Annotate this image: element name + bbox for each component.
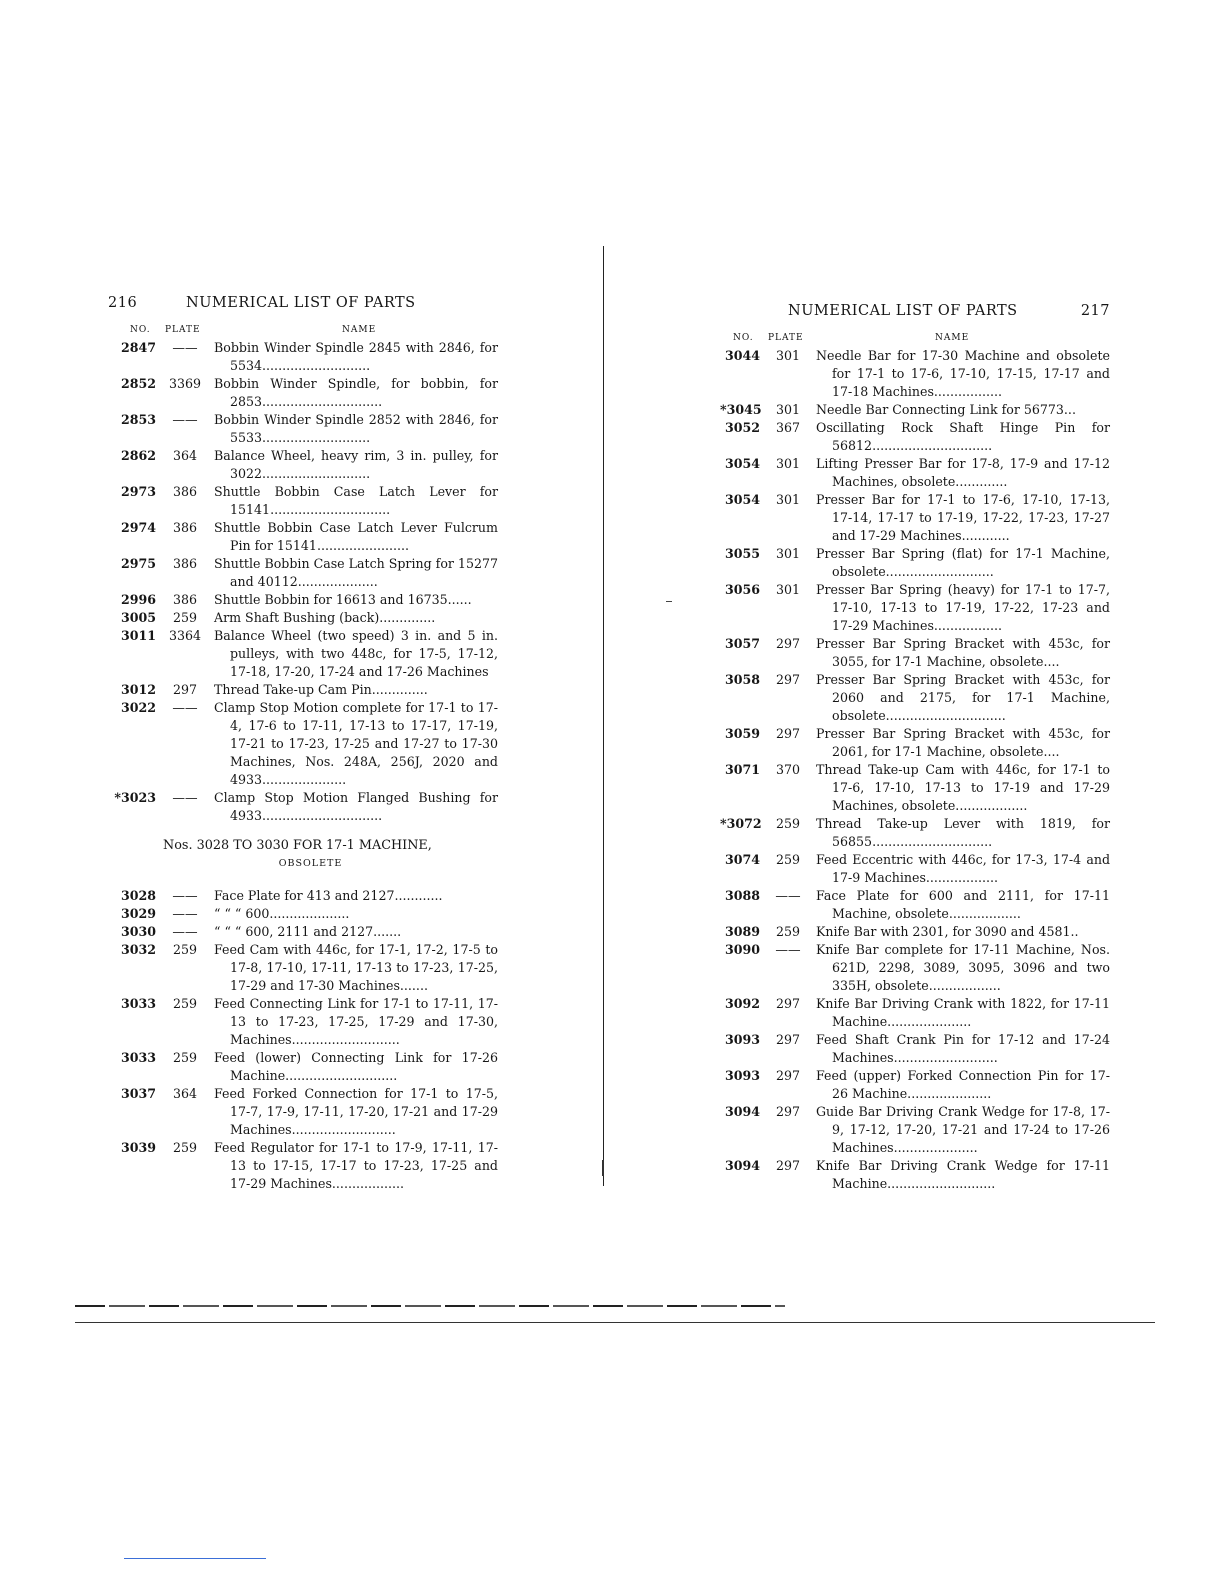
column-headers	[720, 331, 1110, 347]
list-item	[108, 887, 498, 905]
part-name: Knife Bar complete for 17-11 Machine, Nos. 621D, 2298, 3089, 3095, 3096 and two 335H, obsolete..................	[816, 942, 1110, 993]
part-plate: 386	[172, 592, 198, 607]
gutter-mark	[602, 1160, 604, 1176]
part-plate: 259	[172, 942, 198, 957]
part-no: 3094	[724, 1104, 760, 1119]
page-title: NUMERICAL LIST OF PARTS	[186, 295, 416, 311]
part-no: 2862	[120, 448, 156, 463]
part-plate: ——	[172, 412, 198, 427]
part-no: 2974	[120, 520, 156, 535]
part-name: Needle Bar for 17-30 Machine and obsolete for 17-1 to 17-6, 17-10, 17-15, 17-17 and 17-18 Machines.................	[816, 348, 1110, 399]
part-no: 3088	[724, 888, 760, 903]
list-item	[720, 347, 1110, 401]
column-header-name: NAME	[935, 333, 970, 343]
part-no: 3055	[724, 546, 760, 561]
part-name: Feed Eccentric with 446c, for 17-3, 17-4 and 17-9 Machines..................	[816, 852, 1110, 885]
list-item	[108, 555, 498, 591]
list-item	[720, 491, 1110, 545]
section-heading-sub: OBSOLETE	[278, 858, 343, 869]
part-plate: 301	[775, 348, 801, 363]
list-item	[720, 545, 1110, 581]
list-item	[720, 671, 1110, 725]
list-item	[720, 761, 1110, 815]
list-item	[108, 923, 498, 941]
part-name: Bobbin Winder Spindle 2852 with 2846, for 5533...........................	[214, 412, 498, 445]
list-item	[720, 635, 1110, 671]
part-plate: ——	[172, 888, 198, 903]
list-item	[108, 591, 498, 609]
part-no: 3093	[724, 1068, 760, 1083]
bottom-rule	[75, 1322, 1155, 1323]
part-no: 3094	[724, 1158, 760, 1173]
column-header-plate: PLATE	[768, 333, 804, 343]
part-no: 2852	[120, 376, 156, 391]
part-no: 3057	[724, 636, 760, 651]
part-name: Presser Bar Spring Bracket with 453c, for 3055, for 17-1 Machine, obsolete....	[816, 636, 1110, 669]
part-plate: 259	[172, 1140, 198, 1155]
part-plate: 259	[775, 852, 801, 867]
part-no: *3023	[114, 790, 156, 805]
list-item	[108, 609, 498, 627]
section-heading-line: Nos. 3028 TO 3030 FOR 17-1 MACHINE,	[163, 838, 432, 853]
list-item	[720, 455, 1110, 491]
part-name: Face Plate for 600 and 2111, for 17-11 Machine, obsolete..................	[816, 888, 1110, 921]
part-name: Knife Bar Driving Crank Wedge for 17-11 Machine...........................	[816, 1158, 1110, 1191]
part-plate: 367	[775, 420, 801, 435]
part-name: Arm Shaft Bushing (back)..............	[214, 610, 436, 625]
part-name: Guide Bar Driving Crank Wedge for 17-8, 17-9, 17-12, 17-20, 17-21 and 17-24 to 17-26 Machines.....................	[816, 1104, 1110, 1155]
part-name: Feed Cam with 446c, for 17-1, 17-2, 17-5 to 17-8, 17-10, 17-11, 17-13 to 17-23, 17-25, 17-29 and 17-30 Machines.......	[214, 942, 498, 993]
part-no: 3028	[120, 888, 156, 903]
part-plate: 297	[775, 1158, 801, 1173]
part-name: Feed Shaft Crank Pin for 17-12 and 17-24 Machines..........................	[816, 1032, 1110, 1065]
part-plate: 259	[172, 1050, 198, 1065]
part-plate: 301	[775, 492, 801, 507]
part-plate: 259	[172, 610, 198, 625]
page-number: 216	[108, 295, 138, 311]
part-name: Lifting Presser Bar for 17-8, 17-9 and 17-12 Machines, obsolete.............	[816, 456, 1110, 489]
part-name: Feed (upper) Forked Connection Pin for 17-26 Machine.....................	[816, 1068, 1110, 1101]
part-plate: 301	[775, 546, 801, 561]
part-plate: 297	[775, 1104, 801, 1119]
part-no: 3011	[120, 628, 156, 643]
list-item	[108, 995, 498, 1049]
page-title: NUMERICAL LIST OF PARTS	[788, 303, 1018, 319]
part-name: Knife Bar with 2301, for 3090 and 4581..	[816, 924, 1079, 939]
part-name: “ “ “ 600, 2111 and 2127.......	[214, 924, 402, 939]
part-plate: 297	[775, 996, 801, 1011]
part-no: 3029	[120, 906, 156, 921]
list-item	[720, 815, 1110, 851]
list-item	[108, 789, 498, 825]
part-no: 3030	[120, 924, 156, 939]
column-header-no: NO.	[733, 333, 754, 343]
part-plate: 3369	[168, 376, 202, 391]
part-name: Presser Bar Spring (heavy) for 17-1 to 17-7, 17-10, 17-13 to 17-19, 17-22, 17-23 and 17-29 Machines.................	[816, 582, 1110, 633]
part-plate: ——	[775, 888, 801, 903]
part-name: Presser Bar Spring (flat) for 17-1 Machine, obsolete...........................	[816, 546, 1110, 579]
list-item	[108, 627, 498, 681]
list-item	[108, 375, 498, 411]
part-no: 2973	[120, 484, 156, 499]
part-no: 3054	[724, 456, 760, 471]
part-plate: ——	[172, 790, 198, 805]
list-item	[720, 923, 1110, 941]
part-plate: 259	[775, 924, 801, 939]
part-no: 3005	[120, 610, 156, 625]
right-page	[720, 295, 1110, 1193]
part-plate: 301	[775, 456, 801, 471]
part-name: Shuttle Bobbin Case Latch Spring for 15277 and 40112....................	[214, 556, 498, 589]
part-name: Shuttle Bobbin Case Latch Lever for 15141..............................	[214, 484, 498, 517]
part-name: Face Plate for 413 and 2127............	[214, 888, 443, 903]
list-item	[720, 941, 1110, 995]
part-name: Bobbin Winder Spindle 2845 with 2846, for 5534...........................	[214, 340, 498, 373]
column-header-name: NAME	[342, 325, 377, 335]
part-no: 3012	[120, 682, 156, 697]
part-no: 2853	[120, 412, 156, 427]
part-plate: ——	[172, 924, 198, 939]
left-page	[108, 295, 498, 1193]
list-item	[108, 519, 498, 555]
part-name: Bobbin Winder Spindle, for bobbin, for 2853..............................	[214, 376, 498, 409]
part-no: *3072	[720, 816, 762, 831]
list-item	[108, 411, 498, 447]
part-no: 3033	[120, 996, 156, 1011]
margin-mark	[666, 601, 672, 602]
list-item	[720, 1103, 1110, 1157]
list-item	[720, 1031, 1110, 1067]
part-plate: 386	[172, 556, 198, 571]
parts-list	[720, 347, 1110, 1193]
part-plate: 386	[172, 520, 198, 535]
part-plate: 297	[172, 682, 198, 697]
part-no: 3071	[724, 762, 760, 777]
part-no: 3039	[120, 1140, 156, 1155]
column-header-no: NO.	[130, 325, 151, 335]
part-plate: 364	[172, 1086, 198, 1101]
left-running-head	[108, 295, 498, 323]
part-plate: 386	[172, 484, 198, 499]
part-plate: 370	[775, 762, 801, 777]
column-headers	[108, 323, 498, 339]
part-plate: 364	[172, 448, 198, 463]
list-item	[108, 483, 498, 519]
part-name: Balance Wheel (two speed) 3 in. and 5 in. pulleys, with two 448c, for 17-5, 17-12, 17-18, 17-20, 17-24 and 17-26 Machines	[214, 628, 498, 679]
part-name: Balance Wheel, heavy rim, 3 in. pulley, for 3022...........................	[214, 448, 498, 481]
parts-list	[108, 887, 498, 1193]
part-no: 3052	[724, 420, 760, 435]
part-name: Thread Take-up Cam with 446c, for 17-1 to 17-6, 17-10, 17-13 to 17-19 and 17-29 Machines, obsolete..................	[816, 762, 1110, 813]
column-header-plate: PLATE	[165, 325, 201, 335]
part-no: 2975	[120, 556, 156, 571]
part-no: 3037	[120, 1086, 156, 1101]
part-plate: 297	[775, 1032, 801, 1047]
part-name: Feed (lower) Connecting Link for 17-26 Machine............................	[214, 1050, 498, 1083]
part-plate: 301	[775, 582, 801, 597]
part-no: 2996	[120, 592, 156, 607]
part-no: 3074	[724, 852, 760, 867]
part-no: 2847	[120, 340, 156, 355]
part-name: Knife Bar Driving Crank with 1822, for 17-11 Machine.....................	[816, 996, 1110, 1029]
footer-line	[124, 1558, 266, 1559]
part-name: Feed Connecting Link for 17-1 to 17-11, 17-13 to 17-23, 17-25, 17-29 and 17-30, Machines...........................	[214, 996, 498, 1047]
part-no: 3093	[724, 1032, 760, 1047]
part-plate: ——	[172, 340, 198, 355]
part-plate: 297	[775, 636, 801, 651]
page-number: 217	[1080, 303, 1110, 319]
part-name: Thread Take-up Cam Pin..............	[214, 682, 428, 697]
part-no: 3056	[724, 582, 760, 597]
part-plate: 259	[172, 996, 198, 1011]
list-item	[720, 401, 1110, 419]
part-plate: 297	[775, 672, 801, 687]
list-item	[720, 1067, 1110, 1103]
part-name: Oscillating Rock Shaft Hinge Pin for 56812..............................	[816, 420, 1110, 453]
part-name: Clamp Stop Motion Flanged Bushing for 4933..............................	[214, 790, 498, 823]
part-name: Feed Forked Connection for 17-1 to 17-5, 17-7, 17-9, 17-11, 17-20, 17-21 and 17-29 Machines..........................	[214, 1086, 498, 1137]
part-no: 3089	[724, 924, 760, 939]
part-name: Thread Take-up Lever with 1819, for 56855..............................	[816, 816, 1110, 849]
part-plate: ——	[775, 942, 801, 957]
part-name: Presser Bar for 17-1 to 17-6, 17-10, 17-13, 17-14, 17-17 to 17-19, 17-22, 17-23, 17-27 and 17-29 Machines............	[816, 492, 1110, 543]
part-name: Shuttle Bobbin Case Latch Lever Fulcrum Pin for 15141.......................	[214, 520, 498, 553]
part-no: *3045	[720, 402, 762, 417]
part-no: 3054	[724, 492, 760, 507]
part-no: 3090	[724, 942, 760, 957]
list-item	[108, 905, 498, 923]
list-item	[108, 339, 498, 375]
list-item	[720, 419, 1110, 455]
list-item	[720, 851, 1110, 887]
part-plate: ——	[172, 700, 198, 715]
list-item	[720, 581, 1110, 635]
part-name: Clamp Stop Motion complete for 17-1 to 17-4, 17-6 to 17-11, 17-13 to 17-17, 17-19, 17-21 to 17-23, 17-25 and 17-27 to 17-30 Machines, Nos. 248A, 256J, 2020 and 4933.....................	[214, 700, 498, 787]
part-name: “ “ “ 600....................	[214, 906, 350, 921]
list-item	[720, 725, 1110, 761]
part-plate: 301	[775, 402, 801, 417]
part-no: 3033	[120, 1050, 156, 1065]
part-no: 3022	[120, 700, 156, 715]
list-item	[108, 1139, 498, 1193]
part-name: Presser Bar Spring Bracket with 453c, for 2060 and 2175, for 17-1 Machine, obsolete..............................	[816, 672, 1110, 723]
part-plate: 297	[775, 726, 801, 741]
part-name: Shuttle Bobbin for 16613 and 16735......	[214, 592, 472, 607]
part-no: 3059	[724, 726, 760, 741]
list-item	[108, 447, 498, 483]
list-item	[720, 995, 1110, 1031]
part-plate: 297	[775, 1068, 801, 1083]
part-plate: 259	[775, 816, 801, 831]
right-running-head	[720, 303, 1110, 331]
bottom-rule	[75, 1305, 785, 1307]
list-item	[108, 941, 498, 995]
list-item	[108, 1049, 498, 1085]
part-name: Needle Bar Connecting Link for 56773...	[816, 402, 1076, 417]
part-no: 3092	[724, 996, 760, 1011]
list-item	[108, 1085, 498, 1139]
page-gutter-line	[603, 246, 604, 1186]
section-heading	[163, 837, 498, 873]
part-name: Presser Bar Spring Bracket with 453c, for 2061, for 17-1 Machine, obsolete....	[816, 726, 1110, 759]
part-no: 3058	[724, 672, 760, 687]
part-name: Feed Regulator for 17-1 to 17-9, 17-11, 17-13 to 17-15, 17-17 to 17-23, 17-25 and 17-29 Machines..................	[214, 1140, 498, 1191]
parts-list	[108, 339, 498, 825]
list-item	[720, 887, 1110, 923]
part-no: 3032	[120, 942, 156, 957]
list-item	[720, 1157, 1110, 1193]
part-no: 3044	[724, 348, 760, 363]
part-plate: ——	[172, 906, 198, 921]
list-item	[108, 699, 498, 789]
part-plate: 3364	[168, 628, 202, 643]
list-item	[108, 681, 498, 699]
